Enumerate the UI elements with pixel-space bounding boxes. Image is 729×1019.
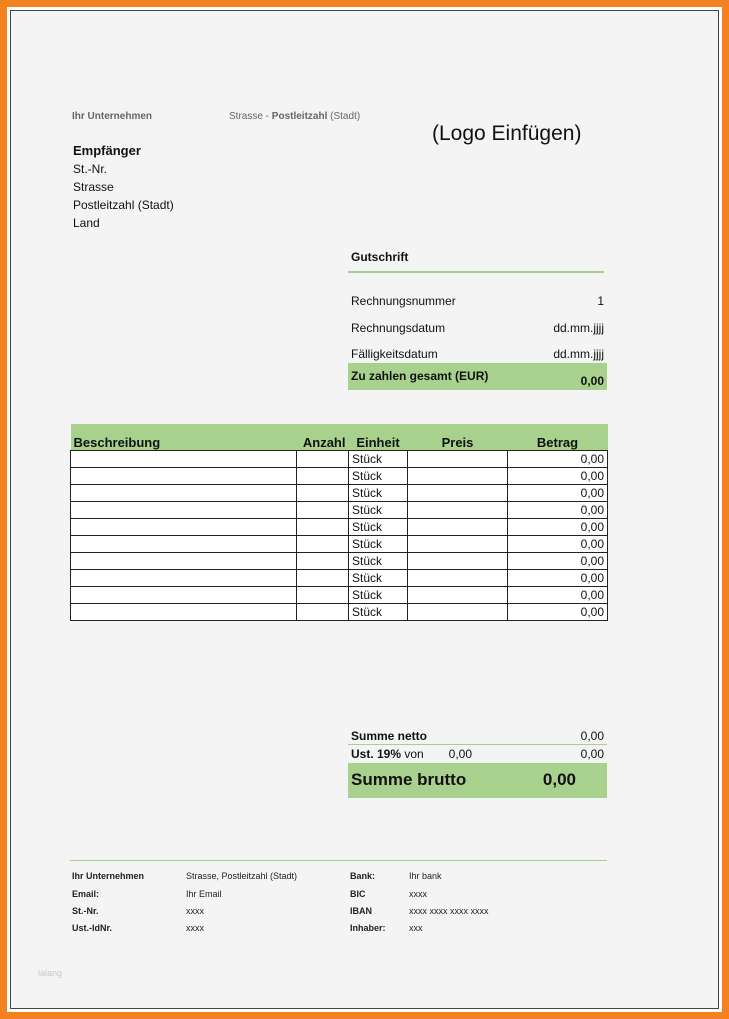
table-row [71, 604, 608, 621]
cell-quantity[interactable] [297, 604, 349, 621]
cell-quantity[interactable] [297, 519, 349, 536]
invoice-date-value[interactable]: dd.mm.jjjj [553, 321, 604, 335]
total-due-label: Zu zahlen gesamt (EUR) [351, 369, 489, 383]
cell-unit[interactable]: Stück [349, 502, 408, 519]
cell-amount: 0,00 [508, 536, 608, 553]
cell-amount: 0,00 [508, 451, 608, 468]
footer-label: St.-Nr. [72, 906, 99, 916]
cell-amount: 0,00 [508, 587, 608, 604]
cell-amount: 0,00 [508, 468, 608, 485]
column-header-unit: Einheit [349, 424, 408, 451]
table-row [71, 468, 608, 485]
cell-quantity[interactable] [297, 553, 349, 570]
gross-sum-value: 0,00 [542, 770, 576, 789]
table-row [71, 451, 608, 468]
table-row [71, 587, 608, 604]
due-date-label: Fälligkeitsdatum [351, 347, 438, 361]
cell-price[interactable] [408, 587, 508, 604]
table-row [71, 570, 608, 587]
logo-placeholder[interactable]: (Logo Einfügen) [432, 122, 582, 145]
cell-description[interactable] [71, 553, 297, 570]
cell-unit[interactable]: Stück [349, 604, 408, 621]
footer-label: Ihr Unternehmen [72, 871, 145, 881]
invoice-number-label: Rechnungsnummer [351, 294, 456, 308]
sender-address-zip: Postleitzahl [271, 111, 328, 122]
cell-unit[interactable]: Stück [349, 570, 408, 587]
cell-description[interactable] [71, 570, 297, 587]
cell-unit[interactable]: Stück [349, 587, 408, 604]
cell-price[interactable] [408, 485, 508, 502]
cell-quantity[interactable] [297, 502, 349, 519]
gross-sum-label: Summe brutto [351, 770, 467, 789]
footer-label: Bank: [350, 871, 376, 881]
recipient-line: Strasse [73, 180, 114, 194]
column-header-price: Preis [408, 424, 508, 451]
vat-from-label: von [404, 747, 424, 761]
cell-price[interactable] [408, 468, 508, 485]
cell-description[interactable] [71, 468, 297, 485]
footer-label: IBAN [350, 906, 372, 916]
column-header-amount: Betrag [508, 424, 608, 451]
net-sum-value: 0,00 [580, 729, 604, 743]
table-row [71, 536, 608, 553]
cell-price[interactable] [408, 604, 508, 621]
cell-unit[interactable]: Stück [349, 468, 408, 485]
cell-description[interactable] [71, 451, 297, 468]
footer-label: Email: [72, 889, 100, 899]
cell-amount: 0,00 [508, 570, 608, 587]
cell-description[interactable] [71, 485, 297, 502]
footer-value: Ihr bank [409, 871, 442, 881]
cell-unit[interactable]: Stück [349, 485, 408, 502]
cell-description[interactable] [71, 587, 297, 604]
recipient-line: Postleitzahl (Stadt) [73, 198, 174, 212]
vat-base-value: 0,00 [448, 747, 472, 761]
footer-value: xxxx xxxx xxxx xxxx [409, 906, 489, 916]
cell-unit[interactable]: Stück [349, 553, 408, 570]
cell-quantity[interactable] [297, 451, 349, 468]
vat-label: Ust. 19% [351, 747, 402, 761]
cell-quantity[interactable] [297, 587, 349, 604]
invoice-number-value[interactable]: 1 [597, 294, 604, 308]
footer-value: xxxx [186, 906, 204, 916]
footer-value: xxxx [186, 923, 204, 933]
due-date-value[interactable]: dd.mm.jjjj [553, 347, 604, 361]
sender-address-city: (Stadt) [327, 111, 361, 122]
footer-value: Strasse, Postleitzahl (Stadt) [186, 871, 298, 881]
items-table [70, 424, 608, 621]
cell-price[interactable] [408, 451, 508, 468]
sender-address-street: Strasse - [229, 111, 272, 122]
cell-unit[interactable]: Stück [349, 519, 408, 536]
column-header-description: Beschreibung [71, 424, 297, 451]
cell-description[interactable] [71, 502, 297, 519]
cell-price[interactable] [408, 570, 508, 587]
cell-description[interactable] [71, 536, 297, 553]
footer-label: Inhaber: [350, 923, 386, 933]
cell-price[interactable] [408, 536, 508, 553]
watermark: lalang [38, 968, 63, 978]
cell-amount: 0,00 [508, 604, 608, 621]
cell-description[interactable] [71, 519, 297, 536]
cell-quantity[interactable] [297, 468, 349, 485]
footer-label: BIC [350, 889, 366, 899]
cell-unit[interactable]: Stück [349, 536, 408, 553]
table-row [71, 485, 608, 502]
cell-amount: 0,00 [508, 485, 608, 502]
table-row [71, 553, 608, 570]
cell-description[interactable] [71, 604, 297, 621]
table-row [71, 502, 608, 519]
cell-quantity[interactable] [297, 570, 349, 587]
document-type: Gutschrift [351, 250, 409, 264]
total-due-value: 0,00 [580, 374, 604, 388]
recipient-line: Land [73, 216, 100, 230]
vat-value: 0,00 [580, 747, 604, 761]
cell-amount: 0,00 [508, 553, 608, 570]
cell-price[interactable] [408, 553, 508, 570]
footer-value: Ihr Email [186, 889, 222, 899]
cell-amount: 0,00 [508, 502, 608, 519]
cell-quantity[interactable] [297, 485, 349, 502]
cell-unit[interactable]: Stück [349, 451, 408, 468]
cell-price[interactable] [408, 519, 508, 536]
sender-company: Ihr Unternehmen [72, 111, 153, 122]
cell-quantity[interactable] [297, 536, 349, 553]
vat-line [351, 747, 424, 761]
table-row [71, 519, 608, 536]
cell-price[interactable] [408, 502, 508, 519]
sender-address [229, 111, 360, 122]
title-underline [348, 271, 604, 273]
net-underline [348, 744, 607, 745]
footer-value: xxx [409, 923, 423, 933]
recipient-line: St.-Nr. [73, 162, 108, 176]
net-sum-label: Summe netto [351, 729, 428, 743]
footer-label: Ust.-IdNr. [72, 923, 113, 933]
footer-value: xxxx [409, 889, 427, 899]
footer-divider [70, 860, 607, 861]
table-header-row [71, 424, 608, 451]
invoice-date-label: Rechnungsdatum [351, 321, 446, 335]
column-header-quantity: Anzahl [297, 424, 349, 451]
cell-amount: 0,00 [508, 519, 608, 536]
recipient-heading: Empfänger [73, 143, 141, 158]
